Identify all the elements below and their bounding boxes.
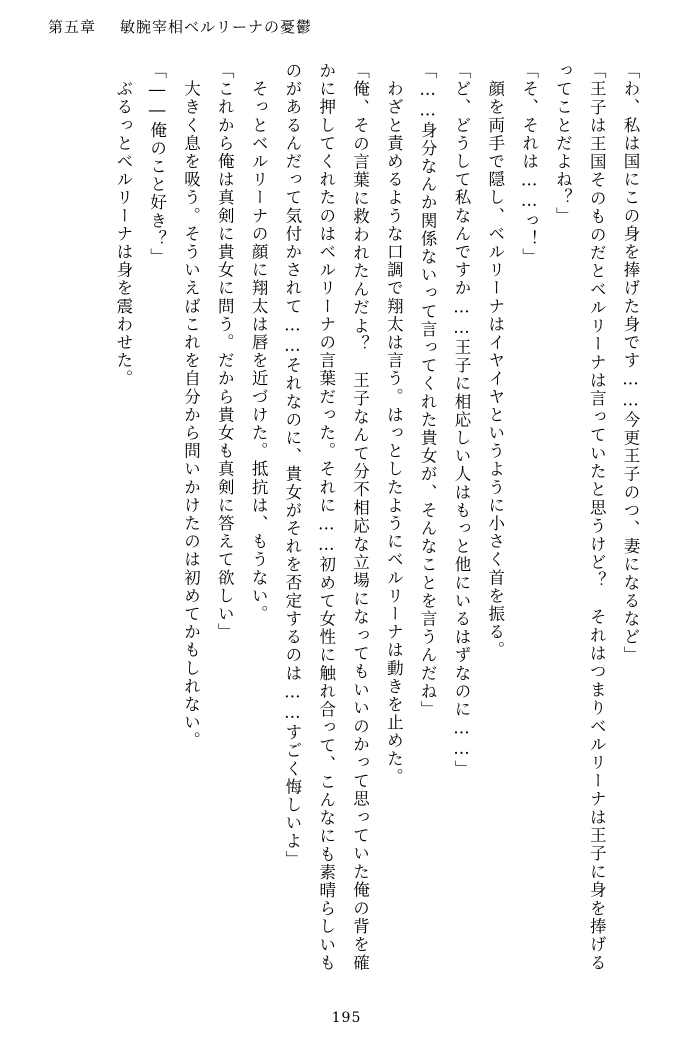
body-paragraph: そっとベルリーナの顔に翔太は唇を近づけた。抵抗は、もうない。: [249, 62, 269, 624]
body-paragraph: 「ど、どうして私なんですか……王子に相応しい人はもっと他にいるはずなのに……」: [451, 62, 471, 778]
body-paragraph: 「王子は王国そのものだとベルリーナは言っていたと思うけど？ それはつまりベルリーナは王子に身を捧げるってことだよね？」: [553, 62, 607, 972]
body-paragraph: わざと責めるような口調で翔太は言う。はっとしたようにベルリーナは動きを止めた。: [384, 62, 404, 786]
chapter-number: 第五章: [48, 18, 97, 36]
body-paragraph: 「わ、私は国にこの身を捧げた身です……今更王子のつ、妻になるなど」: [621, 62, 640, 665]
page-number: 195: [331, 1010, 362, 1026]
body-paragraph: ぶるっとベルリーナは身を震わせた。: [113, 62, 133, 388]
body-paragraph: 大きく息を吸う。そういえばこれを自分から問いかけたのは初めてかもしれない。: [181, 62, 201, 750]
body-paragraph: 「――俺のこと好き？」: [147, 62, 167, 267]
running-header: [48, 16, 645, 44]
chapter-title: 敏腕宰相ベルリーナの憂鬱: [120, 18, 313, 36]
body-paragraph: 「俺、その言葉に救われたんだよ？ 王子なんて分不相応な立場になってもいいのかって思っていた俺の背を確かに押してくれたのはベルリーナの言葉だった。それに……初めて女性に触れ合って、こんなにも素晴らしいものがあるんだって気付かされて……それなのに、貴女がそれを否定するのは……すごく悔しいよ」: [282, 62, 370, 972]
vertical-body-text: [106, 62, 647, 972]
body-paragraph: 「これから俺は真剣に貴女に問う。だから貴女も真剣に答えて欲しい」: [215, 62, 235, 642]
body-paragraph: 「そ、それは……っ！」: [519, 62, 539, 267]
body-paragraph: 顔を両手で隠し、ベルリーナはイヤイヤというように小さく首を振る。: [485, 62, 505, 660]
body-text-area: [46, 62, 647, 992]
body-paragraph: 「……身分なんか関係ないって言ってくれた貴女が、そんなことを言うんだね」: [418, 62, 438, 719]
